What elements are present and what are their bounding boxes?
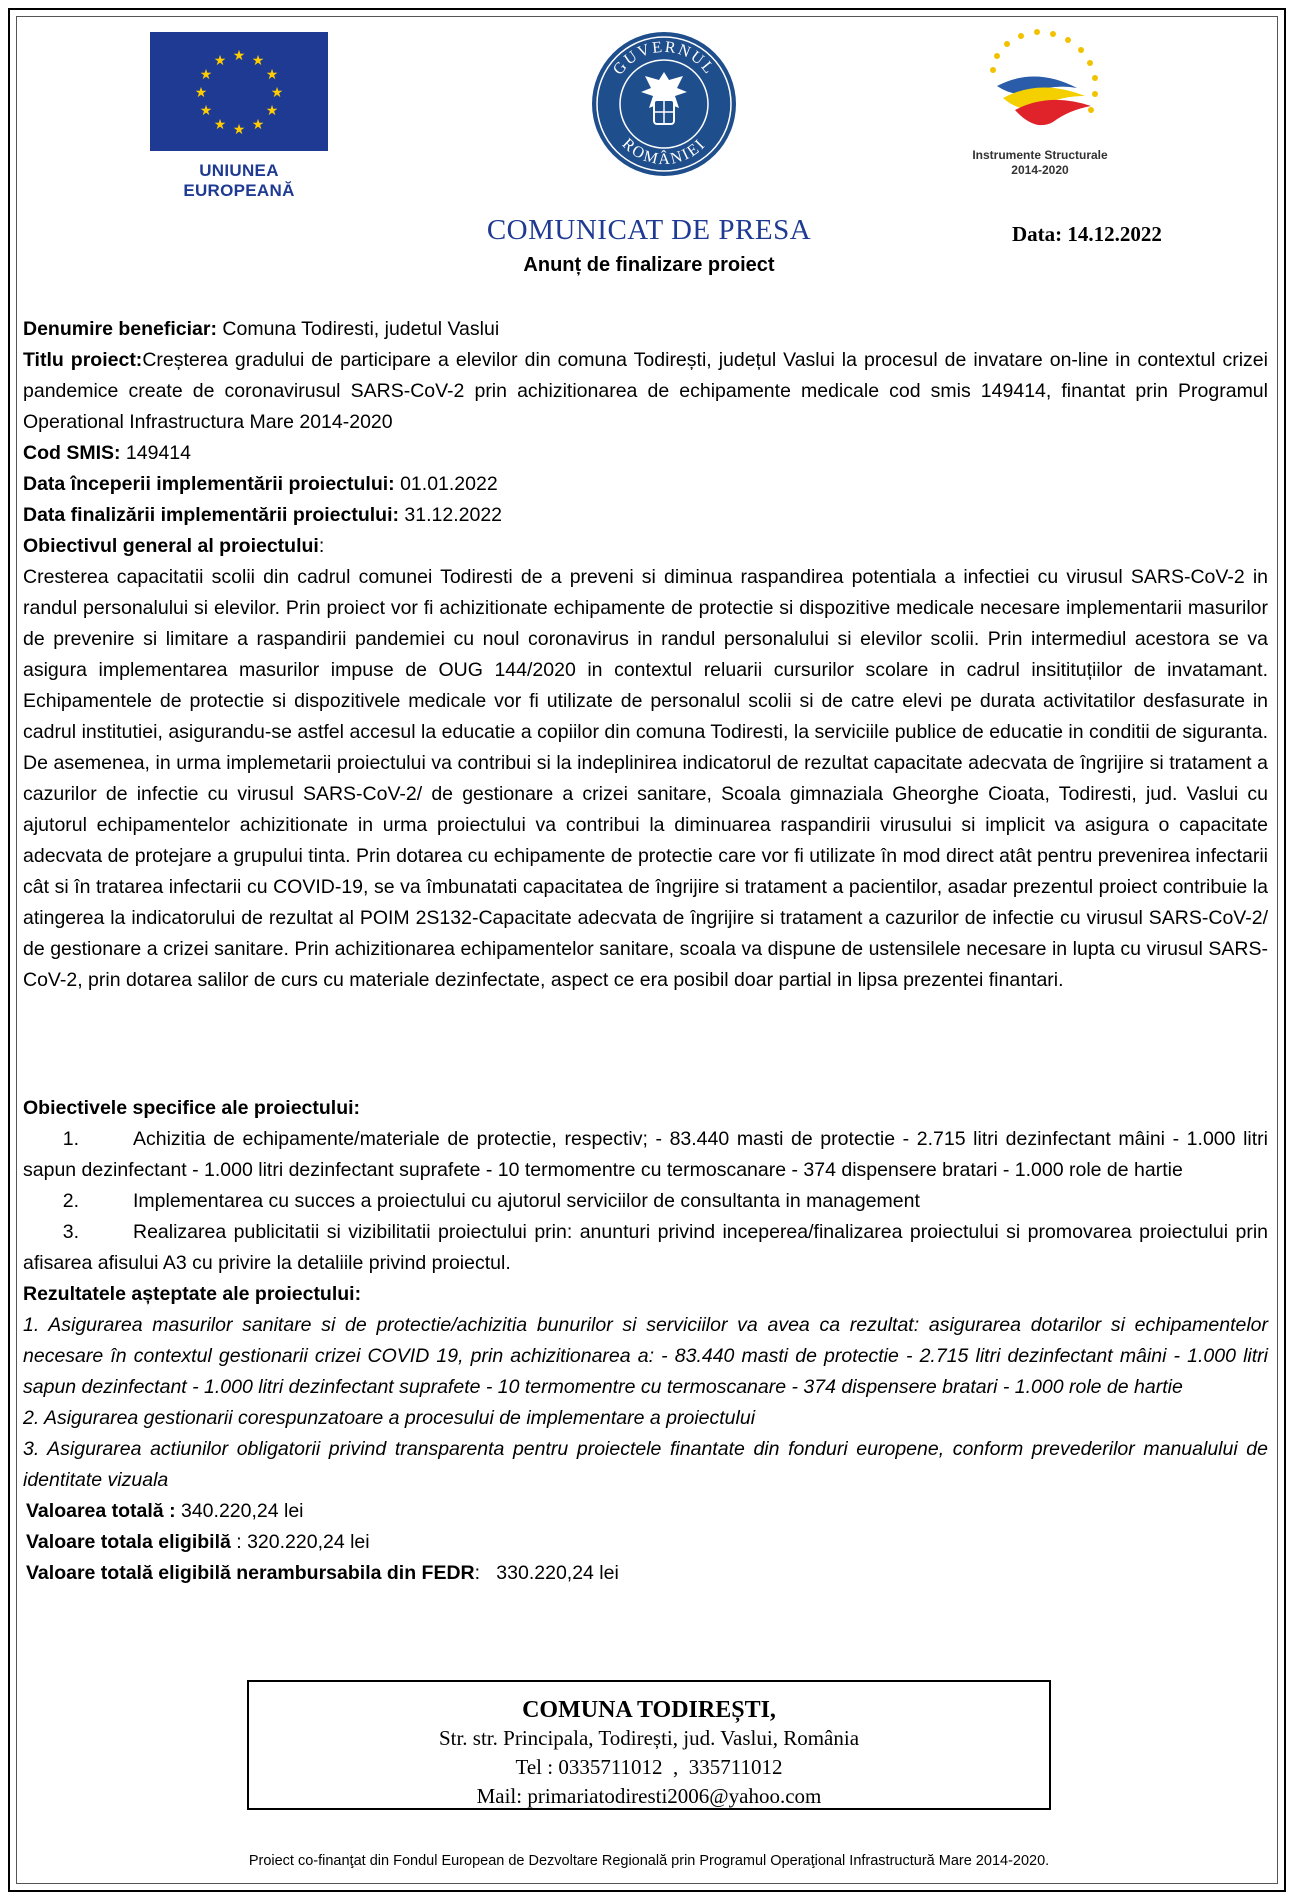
svg-text:★: ★: [213, 52, 227, 68]
svg-text:★: ★: [232, 47, 246, 63]
total-value: 340.220,24 lei: [175, 1500, 304, 1522]
is-text-line2: 2014-2020: [1011, 163, 1069, 177]
end-date-line: [23, 500, 1268, 531]
svg-text:★: ★: [232, 121, 246, 137]
list-item-number: 1.: [62, 1128, 79, 1150]
press-date: Data: 14.12.2022: [1012, 222, 1162, 246]
address-box: [247, 1680, 1051, 1810]
beneficiar-label: Denumire beneficiar:: [23, 318, 217, 340]
address-mail: Mail: primariatodiresti2006@yahoo.com: [476, 1784, 822, 1808]
instrumente-structurale-logo: [945, 26, 1135, 186]
start-date-line: [23, 469, 1268, 500]
list-item-number: 2.: [62, 1190, 79, 1212]
results-label: Rezultatele așteptate ale proiectului:: [23, 1283, 362, 1305]
list-item: [23, 1124, 1268, 1186]
specific-objectives: [23, 1093, 1268, 1589]
svg-text:★: ★: [251, 52, 265, 68]
instrumente-structurale-text: [945, 148, 1135, 178]
objective-text: Cresterea capacitatii scolii din cadrul comunei Todiresti de a preveni si diminua raspandirea potentiala a infectiei cu virusul SARS-CoV-2 in randul personalului si elevilor. Prin proiect vor fi achizitionate echipamente de protectie si dispozitive medicale necesare implementarii masurilor de prevenire si limitare a raspandirii pandemiei cu noul coronavirus in randul personalului si elevilor scolii. Prin intermediul acestora se va asigura implementarea masurilor impuse de OUG 144/2020 in contextul reluarii cursurilor scolare in cadrul insitituțiilor de invatamant. Echipamentele de protectie si dispozitivele medicale vor fi utilizate de personalul scolii si de catre elevi pe durata activitatilor desfasurate in cadrul institutiei, asigurandu-se astfel accesul la educatie a copiilor din comuna Todiresti, la serviciile publice de educatie in conditii de siguranta. De asemenea, in urma implemetarii proiectului va contribui si la indeplinirea indicatorul de rezultat capacitate adecvata de îngrijire si tratament a cazurilor de infectie cu virusul SARS-CoV-2/ de gestionare a crizei sanitare, Scoala gimnaziala Gheorghe Cioata, Todiresti, jud. Vaslui cu ajutorul echipamentelor achizitionate in urma proiectului va contribui la diminuarea raspandirii virusului si implicit va asigura o capacitate adecvata de protejare a grupului tinta. Prin dotarea cu echipamente de protectie care vor fi utilizate în mod direct atât pentru prevenirea infectarii cât si în tratarea infectarii cu COVID-19, se va îmbunatati capacitatea de îngrijire si tratament a pacientilor, asadar prezentul proiect contribuie la atingerea la indicatorului de rezultat al POIM 2S132-Capacitate adecvata de îngrijire si tratament a cazurilor de infectie cu virusul SARS-CoV-2/ de gestionare a crizei sanitare. Prin achizitionarea echipamentelor sanitare, scoala va dispune de ustensilele necesare in lupta cu virusul SARS-CoV-2, prin dotarea salilor de curs cu materiale dezinfectate, aspect ce era posibil doar partial in lipsa prezentei finantari.: [23, 566, 1268, 991]
svg-text:★: ★: [265, 66, 279, 82]
end-date-value: 31.12.2022: [399, 504, 503, 526]
smis-value: 149414: [120, 442, 191, 464]
beneficiar-line: [23, 314, 1268, 345]
titlu-value: Creșterea gradului de participare a elevilor din comuna Todirești, județul Vaslui la procesul de invatare on-line in contextul crizei pandemice create de coronavirusul SARS-CoV-2 prin achizitionarea de echipamente medicale cod smis 149414, finantat prin Programul Operational Infrastructura Mare 2014-2020: [23, 349, 1268, 433]
titlu-label: Titlu proiect:: [23, 349, 143, 371]
total-value-label: Valoarea totală :: [26, 1500, 176, 1522]
list-item-text-content: Realizarea publicitatii si vizibilitatii proiectului prin: anunturi privind inceperea/finalizarea proiectului si promovarea proiectului prin afisarea afisului A3 cu privire la detaliile privind proiectul.: [23, 1221, 1268, 1274]
objective-colon: :: [318, 535, 325, 557]
result-item: 2. Asigurarea gestionarii corespunzatoare a procesului de implementare a proiectului: [23, 1407, 756, 1429]
page-subtitle: Anunț de finalizare proiect: [523, 254, 775, 276]
eligible-value: : 320.220,24 lei: [230, 1531, 370, 1553]
eu-logo: [148, 30, 328, 200]
list-item: [23, 1186, 1268, 1217]
fedr-value-line: [23, 1558, 1268, 1589]
address-street: Str. str. Principala, Todirești, jud. Vaslui, România: [438, 1726, 860, 1750]
eu-logo-text: UNIUNEA EUROPEANĂ: [183, 161, 295, 200]
list-item: [23, 1217, 1268, 1279]
list-item-text: [23, 1124, 1268, 1186]
eligible-value-label: Valoare totala eligibilă: [26, 1531, 231, 1553]
svg-text:★: ★: [265, 102, 279, 118]
smis-label: Cod SMIS:: [23, 442, 121, 464]
fedr-value-label: Valoare totală eligibilă nerambursabila din FEDR: [26, 1562, 475, 1584]
objective-label: Obiectivul general al proiectului: [23, 535, 319, 557]
end-date-label: Data finalizării implementării proiectului:: [23, 504, 399, 526]
svg-text:ROMÂNIEI: ROMÂNIEI: [618, 135, 710, 169]
objective-heading: [23, 531, 1268, 562]
eligible-value-line: [23, 1527, 1268, 1558]
address-name: COMUNA TODIREȘTI,: [522, 1697, 776, 1723]
svg-text:GUVERNUL: GUVERNUL: [609, 38, 719, 79]
specific-objectives-label: Obiectivele specifice ale proiectului:: [23, 1097, 361, 1119]
start-date-value: 01.01.2022: [394, 473, 498, 495]
list-item-text: [23, 1217, 1268, 1279]
government-seal-icon: [590, 30, 738, 178]
svg-text:★: ★: [213, 116, 227, 132]
is-text-line1: Instrumente Structurale: [972, 148, 1108, 162]
project-details: [23, 314, 1268, 996]
svg-text:★: ★: [194, 84, 208, 100]
svg-text:★: ★: [270, 84, 284, 100]
fedr-value: : 330.220,24 lei: [474, 1562, 619, 1584]
svg-text:★: ★: [199, 66, 213, 82]
result-item: 1. Asigurarea masurilor sanitare si de protectie/achizitia bunurilor si serviciilor va avea ca rezultat: asigurarea dotarilor si echipamentelor necesare în contextul gestionarii crizei COVID 19, prin achizitionarea a: - 83.440 masti de protectie - 2.715 litri dezinfectant mâini - 1.000 litri sapun dezinfectant - 1.000 litri dezinfectant suprafete - 10 termomentre cu termoscanare - 374 dispensere bratari - 1.000 role de hartie: [23, 1314, 1268, 1398]
instrumente-structurale-icon: [945, 26, 1135, 146]
list-item-number: 3.: [62, 1221, 79, 1243]
list-item-text: Implementarea cu succes a proiectului cu ajutorul serviciilor de consultanta in management: [133, 1190, 920, 1212]
smis-line: [23, 438, 1268, 469]
address-tel: Tel : 0335711012 , 335711012: [515, 1755, 783, 1779]
start-date-label: Data începerii implementării proiectului:: [23, 473, 395, 495]
svg-text:★: ★: [251, 116, 265, 132]
footer-note: Proiect co-finanţat din Fondul European de Dezvoltare Regională prin Programul Operaţional Infrastructură Mare 2014-2020.: [248, 1853, 1050, 1869]
svg-text:★: ★: [199, 102, 213, 118]
total-value-line: [23, 1496, 1268, 1527]
list-item-text-content: Achizitia de echipamente/materiale de protectie, respectiv; - 83.440 masti de protectie - 2.715 litri dezinfectant mâini - 1.000 litri sapun dezinfectant - 1.000 litri dezinfectant suprafete - 10 termomentre cu termoscanare - 374 dispensere bratari - 1.000 role de hartie: [23, 1128, 1268, 1181]
beneficiar-value: Comuna Todiresti, judetul Vaslui: [216, 318, 500, 340]
page-title: COMUNICAT DE PRESA: [486, 214, 812, 246]
titlu-line: [23, 345, 1268, 438]
result-item: 3. Asigurarea actiunilor obligatorii privind transparenta pentru proiectele finantate din fonduri europene, conform prevederilor manualului de identitate vizuala: [23, 1438, 1268, 1491]
eu-flag-icon: [150, 32, 328, 151]
